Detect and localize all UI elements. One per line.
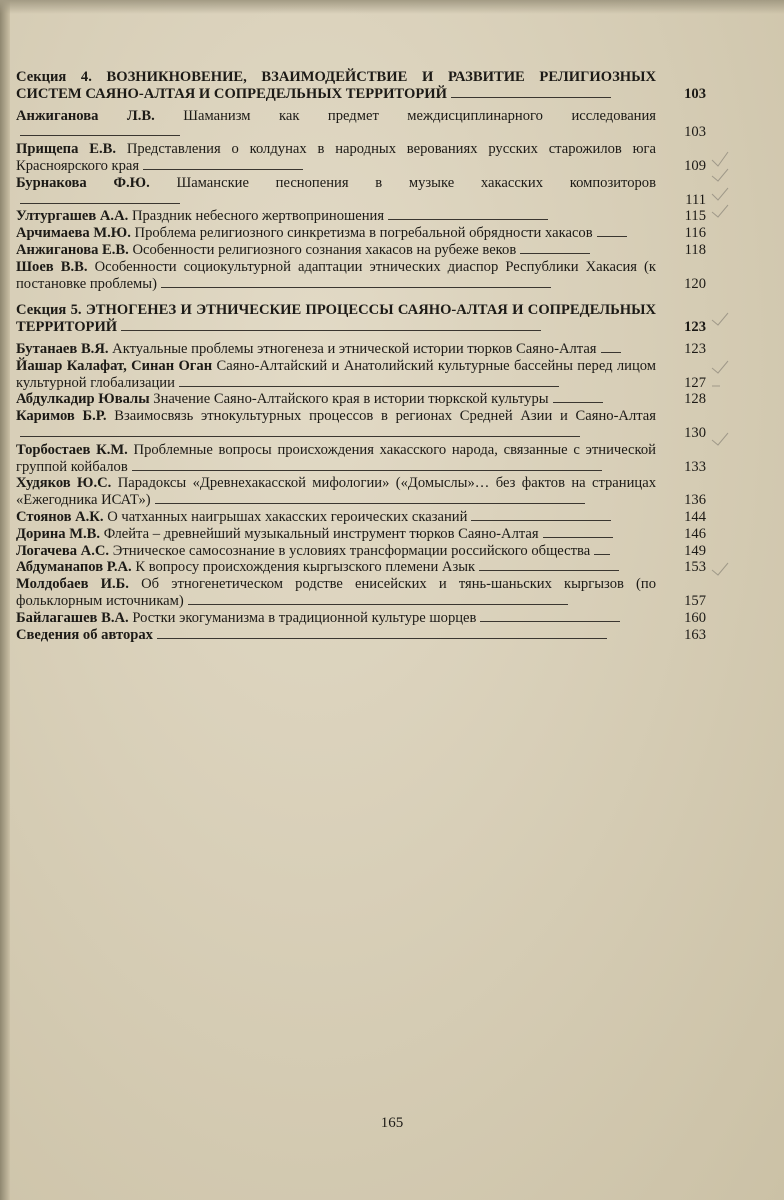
- toc-entry: [16, 242, 706, 259]
- entry-title: Этническое самосознание в условиях трансформации российского общества: [112, 542, 591, 559]
- entry-author: Худяков Ю.С.: [16, 475, 112, 492]
- toc-section-5: [16, 302, 706, 643]
- entry-author: Бурнакова Ф.Ю.: [16, 174, 150, 191]
- page-top-shadow: [0, 0, 784, 14]
- entry-author: Прищепа Е.В.: [16, 141, 116, 158]
- entry-title: Об этногенетическом родстве енисейских и тянь-шаньских кыргызов (по фольклорным источникам): [16, 576, 656, 609]
- section-heading: Секция 5. ЭТНОГЕНЕЗ И ЭТНИЧЕСКИЕ ПРОЦЕССЫ САЯНО-АЛТАЯ И СОПРЕДЕЛЬНЫХ ТЕРРИТОРИЙ: [16, 302, 656, 336]
- section-heading: Секция 4. ВОЗНИКНОВЕНИЕ, ВЗАИМОДЕЙСТВИЕ И РАЗВИТИЕ РЕЛИГИОЗНЫХ СИСТЕМ САЯНО-АЛТАЯ И СОПРЕДЕЛЬНЫХ ТЕРРИТОРИЙ: [16, 69, 656, 102]
- entry-author: Байлагашев В.А.: [16, 609, 129, 626]
- entry-page-number: 120: [684, 275, 706, 292]
- section-heading-row: [16, 302, 706, 336]
- entry-author: Ултургашев А.А.: [16, 208, 129, 225]
- toc-entry: [16, 391, 706, 408]
- toc-entry: [16, 442, 706, 476]
- pencil-tick-mark: [712, 433, 728, 445]
- entry-author: Арчимаева М.Ю.: [16, 225, 131, 242]
- entry-title: Парадоксы «Древнехакасской мифологии» («Домыслы»… без фактов на страницах «Ежегодника ИСАТ»): [16, 475, 656, 509]
- entry-title: Особенности социокультурной адаптации этнических диаспор Республики Хакасия (к постановке проблемы): [16, 258, 656, 292]
- toc-entry: [16, 610, 706, 627]
- pencil-tick-mark: [712, 563, 728, 575]
- pencil-tick-mark: [712, 188, 728, 200]
- toc-entry: [16, 259, 706, 293]
- entry-title: Проблемные вопросы происхождения хакасского народа, связанные с этнической группой койбалов: [16, 441, 656, 475]
- entry-title: Флейта – древнейший музыкальный инструмент тюрков Саяно-Алтая: [103, 525, 539, 542]
- entry-page-number: 128: [684, 391, 706, 408]
- entry-page-number: 149: [684, 542, 706, 559]
- pencil-tick-mark: [712, 205, 728, 217]
- toc-entry: [16, 559, 706, 576]
- entry-title: О чатханных наигрышах хакасских героических сказаний: [107, 508, 468, 525]
- entry-author: Абдулкадир Ювалы: [16, 391, 150, 408]
- page-edge-shadow: [0, 0, 10, 1200]
- entry-author: Анжиганова Л.В.: [16, 107, 155, 124]
- toc-entry: [16, 358, 706, 392]
- entry-author: Бутанаев В.Я.: [16, 340, 109, 357]
- entry-page-number: 160: [684, 609, 706, 626]
- table-of-contents: [16, 69, 706, 649]
- pencil-tick-mark: [712, 313, 728, 325]
- entry-page-number: 123: [684, 340, 706, 357]
- toc-entry: [16, 175, 706, 209]
- entry-title: К вопросу происхождения кыргызского племени Азык: [135, 559, 476, 576]
- pencil-tick-mark: [712, 361, 728, 373]
- entry-author: Шоев В.В.: [16, 258, 88, 275]
- entry-title: Актуальные проблемы этногенеза и этнической истории тюрков Саяно-Алтая: [112, 340, 597, 357]
- section-heading-row: [16, 69, 706, 103]
- toc-entry: [16, 208, 706, 225]
- entry-author: Сведения об авторах: [16, 626, 153, 643]
- entry-page-number: 163: [684, 626, 706, 643]
- entry-page-number: 103: [684, 124, 706, 141]
- section-page-number: 123: [684, 319, 706, 336]
- entry-author: Каримов Б.Р.: [16, 408, 107, 425]
- toc-entry: [16, 341, 706, 358]
- entry-title: Особенности религиозного сознания хакасов на рубеже веков: [132, 241, 517, 258]
- entry-page-number: 153: [684, 559, 706, 576]
- section-page-number: 103: [684, 85, 706, 102]
- entry-title: Взаимосвязь этнокультурных процессов в регионах Средней Азии и Саяно-Алтая: [114, 408, 656, 425]
- entry-author: Дорина М.В.: [16, 525, 101, 542]
- entry-title: Ростки экогуманизма в традиционной культуре шорцев: [132, 609, 477, 626]
- entry-title: Проблема религиозного синкретизма в погребальной обрядности хакасов: [134, 225, 593, 242]
- entry-author: Анжиганова Е.В.: [16, 241, 129, 258]
- pencil-tick-mark: [712, 169, 728, 181]
- page-number: 165: [380, 1115, 404, 1131]
- toc-entry: [16, 141, 706, 175]
- toc-entry: [16, 408, 706, 442]
- entry-page-number: 133: [684, 458, 706, 475]
- entry-title: Праздник небесного жертвоприношения: [131, 208, 385, 225]
- toc-entry: [16, 225, 706, 242]
- entry-title: Шаманизм как предмет междисциплинарного исследования: [183, 107, 657, 124]
- toc-entry: [16, 509, 706, 526]
- entry-page-number: 116: [684, 225, 706, 242]
- entry-page-number: 146: [684, 525, 706, 542]
- entry-title: Шаманские песнопения в музыке хакасских композиторов: [176, 174, 656, 191]
- entry-title: Представления о колдунах в народных верованиях русских старожилов юга Красноярского края: [16, 141, 656, 174]
- toc-entry: [16, 576, 706, 610]
- entry-page-number: 127: [684, 374, 706, 391]
- pencil-tick-mark: [712, 152, 728, 166]
- entry-author: Молдобаев И.Б.: [16, 576, 129, 593]
- entry-title: Значение Саяно-Алтайского края в истории тюркской культуры: [153, 391, 549, 408]
- entry-page-number: 111: [685, 191, 706, 208]
- toc-entry: [16, 108, 706, 142]
- toc-section-4: [16, 69, 706, 292]
- entry-page-number: 115: [684, 208, 706, 225]
- entry-author: Абдуманапов Р.А.: [16, 559, 132, 576]
- entry-page-number: 144: [684, 508, 706, 525]
- entry-page-number: 157: [684, 592, 706, 609]
- toc-entry: [16, 543, 706, 560]
- entry-page-number: 118: [684, 241, 706, 258]
- entry-author: Стоянов А.К.: [16, 508, 104, 525]
- entry-author: Торбостаев К.М.: [16, 441, 128, 458]
- toc-entry: [16, 475, 706, 509]
- entry-author: Йашар Калафат, Синан Оган: [16, 357, 213, 374]
- entry-author: Логачева А.С.: [16, 542, 110, 559]
- entry-page-number: 109: [684, 157, 706, 174]
- entry-title: Саяно-Алтайский и Анатолийский культурные бассейны перед лицом культурной глобализации: [16, 357, 657, 391]
- toc-entry-authors-info: [16, 627, 706, 644]
- toc-entry: [16, 526, 706, 543]
- entry-page-number: 136: [684, 492, 706, 509]
- entry-page-number: 130: [684, 424, 706, 441]
